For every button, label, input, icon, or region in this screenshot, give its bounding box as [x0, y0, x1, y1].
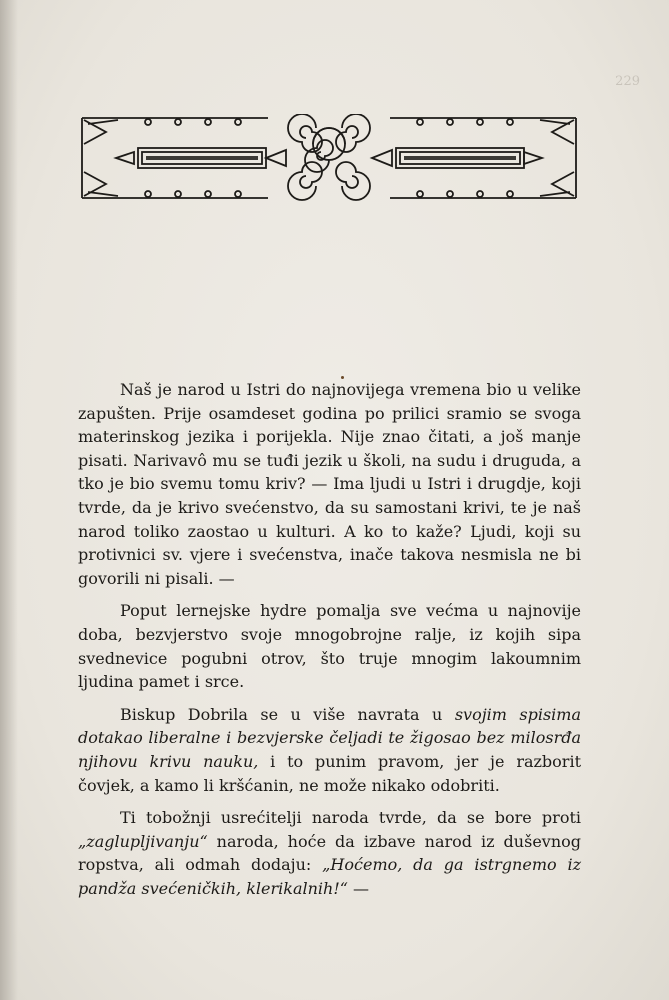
paragraph: [78, 378, 581, 590]
page-fold-shadow: [0, 0, 18, 1000]
page-number: 229: [615, 74, 640, 89]
paragraph: [78, 599, 581, 693]
paragraph: [78, 806, 581, 900]
italic-text-segment: „zaglupljivanju“: [78, 831, 208, 851]
decorative-header-ornament: [78, 114, 580, 202]
text-segment: i to punim pravom, jer je razborit čovjek, a kamo li kršćanin, ne može nikako odobriti.: [78, 751, 582, 795]
text-segment: Naš je narod u Istri do najnovijega vremena bio u velike zapušten. Prije osamdeset godina po prilici sramio se svoga materinskog jezika i porijekla. Nije znao čitati, a još manje pisati. Narivavô mu se tuđi jezik u školi, na sudu i druguda, a tko je bio svemu tomu kriv? — Ima ljudi u Istri i drugdje, koji tvrde, da je krivo svećenstvo, da su samostani krivi, te je naš narod toliko zaostao u kulturi. A ko to kaže? Ljudi, koji su protivnici sv. vjere i svećenstva, inače takova nesmisla ne bi govorili ni pisali. —: [78, 380, 581, 588]
paragraph: [78, 703, 581, 797]
text-segment: Poput lernejske hydre pomalja sve većma u najnovije doba, bezvjerstvo svoje mnogobrojne ralje, iz kojih sipa svednevice pogubni otrov, što truje mnogim lakoumnim ljudina pamet i srce.: [78, 601, 581, 692]
italic-text-segment: svojim spisima dotakao liberalne i bezvjerske čeljadi te žigosao bez milosrđa njihovu krivu nauku,: [78, 704, 582, 771]
text-segment: Ti tobožnji usrećitelji naroda tvrde, da se bore proti: [120, 808, 581, 828]
text-segment: naroda, hoće da izbave narod iz duševnog ropstva, ali odmah dodaju:: [78, 831, 581, 875]
text-segment: —: [347, 878, 370, 898]
italic-text-segment: „Hoćemo, da ga istrgnemo iz pandža svećeničkih, klerikalnih!“: [78, 855, 581, 898]
text-segment: Biskup Dobrila se u više navrata u: [120, 704, 455, 724]
body-text: [78, 378, 581, 900]
